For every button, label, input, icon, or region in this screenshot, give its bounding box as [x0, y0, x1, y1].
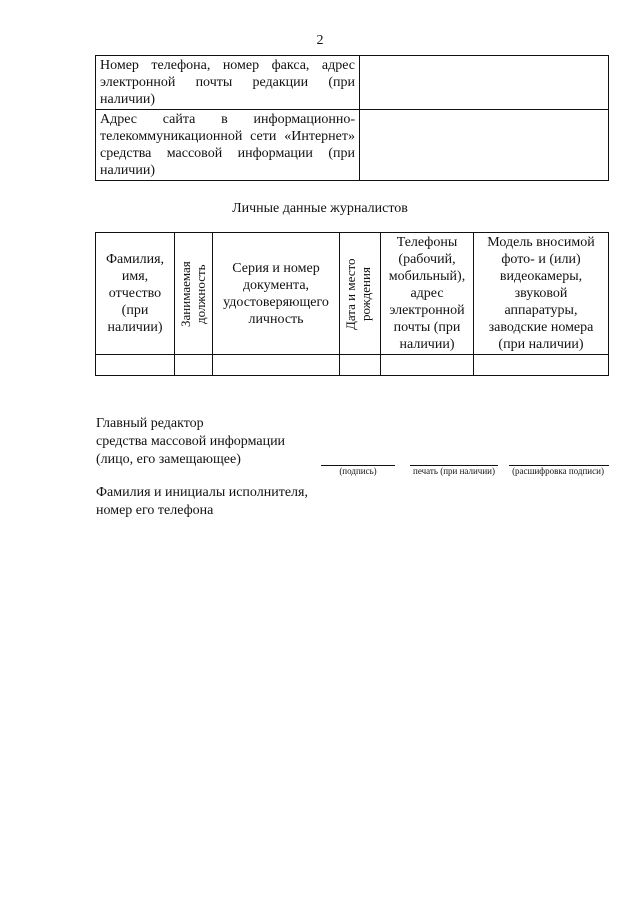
- executor-line-1: Фамилия и инициалы исполнителя,: [96, 485, 308, 500]
- header-full-name: [96, 233, 175, 355]
- executor-block: [96, 484, 308, 520]
- table-row: [96, 56, 609, 110]
- contacts-label-website: Адрес сайта в информационно-телекоммуникационной сети «Интернет» средства массовой информации (при наличии): [96, 110, 360, 181]
- header-equipment-text: Модель вносимой фото- и (или) видеокамеры, звуковой аппаратуры, заводские номера (при наличии): [487, 235, 595, 352]
- signature-line-2: средства массовой информации: [96, 434, 286, 449]
- executor-line-2: номер его телефона: [96, 503, 214, 518]
- table-row: [96, 110, 609, 181]
- header-full-name-text: Фамилия, имя, отчество (при наличии): [105, 252, 165, 335]
- header-birth-text: Дата и место рождения: [343, 257, 373, 330]
- cell-position[interactable]: [175, 355, 213, 376]
- signature-line-1: Главный редактор: [96, 416, 204, 431]
- contacts-value-website[interactable]: [360, 110, 609, 181]
- cell-birth[interactable]: [340, 355, 381, 376]
- header-position: [175, 233, 213, 355]
- table-row: [96, 355, 609, 376]
- journalists-table: [95, 232, 609, 376]
- header-document-text: Серия и номер документа, удостоверяющего личность: [223, 260, 329, 327]
- header-document: [213, 233, 340, 355]
- header-phones: [381, 233, 474, 355]
- page-number: 2: [316, 33, 324, 48]
- header-phones-text: Телефоны (рабочий, мобильный), адрес электронной почты (при наличии): [388, 235, 466, 352]
- signature-line-3: (лицо, его замещающее): [96, 452, 241, 467]
- cell-phones[interactable]: [381, 355, 474, 376]
- signature-block: [96, 415, 285, 469]
- signature-caption: (подпись): [339, 466, 377, 476]
- seal-caption: печать (при наличии): [413, 466, 495, 476]
- table-header-row: [96, 233, 609, 355]
- contacts-label-phone: Номер телефона, номер факса, адрес электронной почты редакции (при наличии): [96, 56, 360, 110]
- cell-full-name[interactable]: [96, 355, 175, 376]
- header-birth: [340, 233, 381, 355]
- header-equipment: [474, 233, 609, 355]
- header-position-text: Занимаемая должность: [177, 260, 208, 327]
- cell-equipment[interactable]: [474, 355, 609, 376]
- contacts-table: [95, 55, 609, 181]
- journalists-title: Личные данные журналистов: [232, 201, 408, 216]
- cell-document[interactable]: [213, 355, 340, 376]
- decode-caption: (расшифровка подписи): [512, 466, 604, 476]
- contacts-value-phone[interactable]: [360, 56, 609, 110]
